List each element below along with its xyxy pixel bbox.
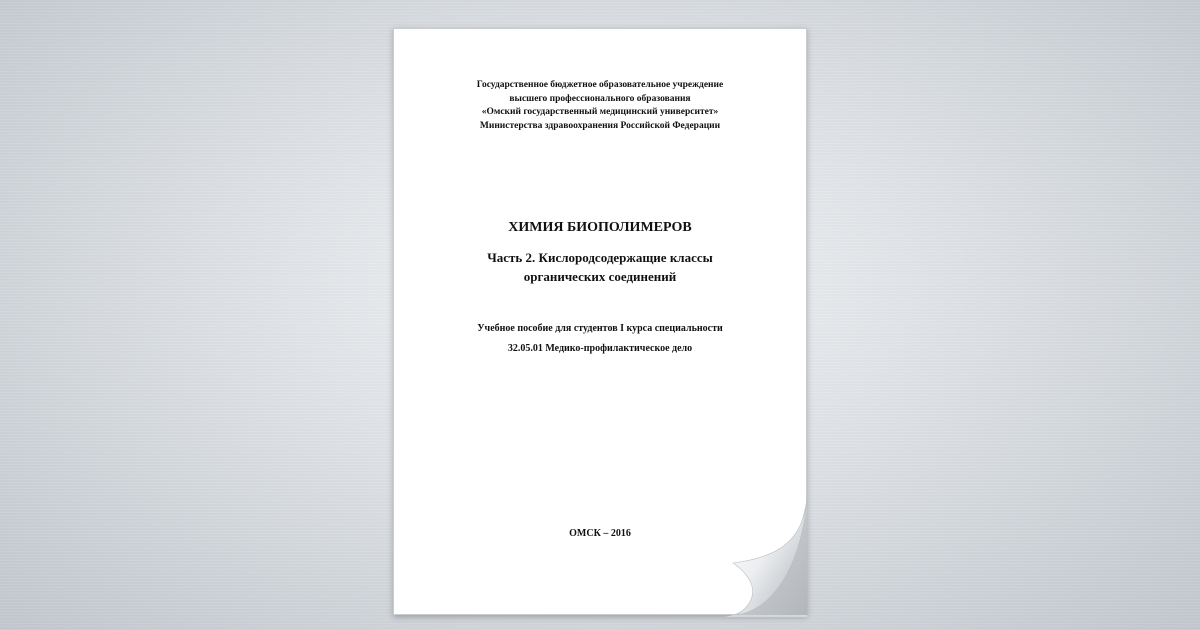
subtitle-line: Часть 2. Кислородсодержащие классы <box>487 250 713 265</box>
subtitle-line: органических соединений <box>523 269 677 284</box>
header-line: Государственное бюджетное образовательное учреждение <box>476 80 724 90</box>
header-line: «Омский государственный медицинский университет» <box>481 107 719 117</box>
header-line: Министерства здравоохранения Российской Федерации <box>479 120 721 131</box>
document-purpose <box>394 319 806 359</box>
document-title: ХИМИЯ БИОПОЛИМЕРОВ <box>508 220 692 235</box>
purpose-line: 32.05.01 Медико-профилактическое дело <box>507 343 693 354</box>
document-subtitle <box>394 248 806 286</box>
institution-header <box>394 79 806 133</box>
header-line: высшего профессионального образования <box>509 93 691 104</box>
purpose-line: Учебное пособие для студентов I курса специальности <box>477 323 723 334</box>
page-curl-icon <box>723 497 809 617</box>
city-year: ОМСК – 2016 <box>569 528 631 539</box>
